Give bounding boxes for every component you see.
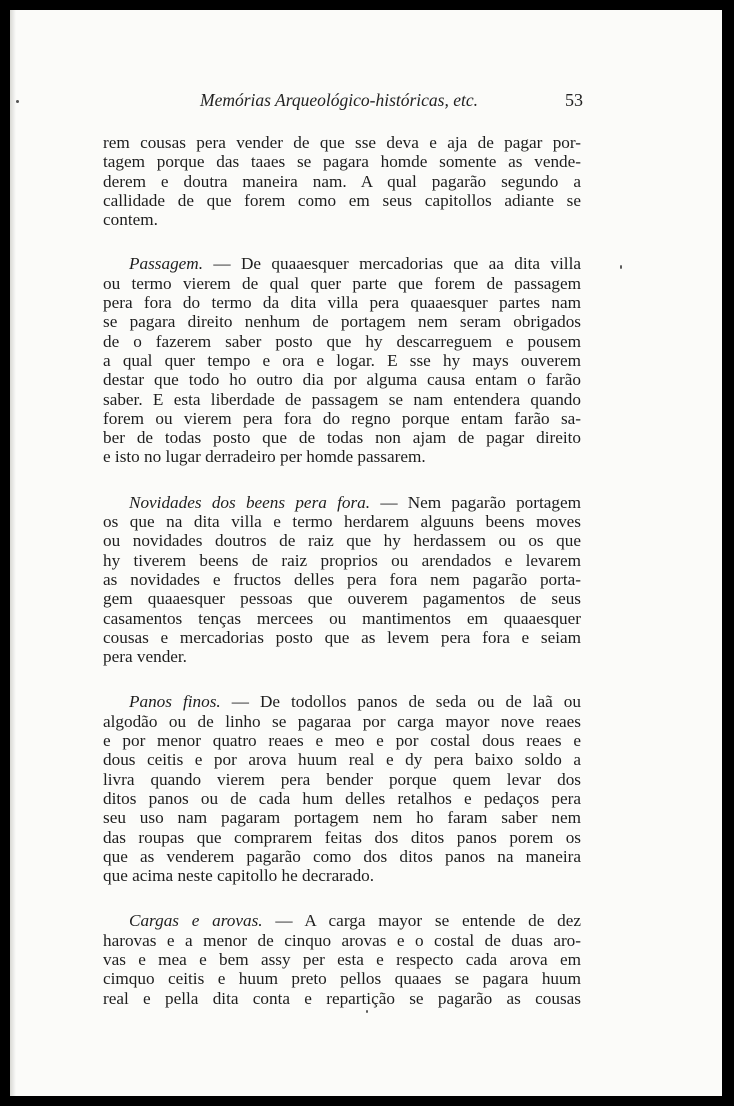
body-text	[103, 133, 581, 1034]
text-line: os que na dita villa e termo herdarem alguuns beens moves	[103, 512, 581, 532]
text-line: callidade de que forem como em seus capitollos adiante se	[103, 190, 581, 210]
scan-speck	[366, 1010, 368, 1013]
section-heading: Novidades dos beens pera fora.	[129, 492, 371, 512]
page-number: 53	[565, 90, 583, 110]
page-edge-shadow	[10, 10, 16, 1096]
running-header	[200, 90, 583, 116]
text-line: pera vender.	[103, 647, 187, 667]
text-line: e isto no lugar derradeiro per homde passarem.	[103, 447, 426, 467]
text-line: as novidades e fructos delles pera fora nem pagarão porta-	[103, 569, 581, 589]
text-line: derem e doutra maneira nam. A qual pagarão segundo a	[103, 171, 581, 191]
scan-speck	[16, 100, 19, 103]
text-line: das roupas que comprarem feitas dos ditos panos porem os	[103, 827, 581, 847]
heading-rest: — De quaaesquer mercadorias que aa dita villa	[203, 254, 581, 274]
paragraph-novidades	[103, 493, 581, 667]
section-heading: Passagem.	[129, 254, 203, 274]
text-line: ou termo vierem de qual quer parte que forem de passagem	[103, 273, 581, 293]
text-line	[103, 911, 581, 930]
text-line: rem cousas pera vender de que sse deva e aja de pagar por-	[103, 133, 581, 152]
text-line: vas e mea e bem assy per esta e respecto cada arova em	[103, 949, 581, 969]
text-line: ou novidades doutros de raiz que hy herdassem ou os que	[103, 531, 581, 551]
text-line: destar que todo ho outro dia por alguma causa entam o farão	[103, 370, 581, 390]
running-title: Memórias Arqueológico-históricas, etc.	[200, 90, 479, 110]
text-line: harovas e a menor de cinquo arovas e o costal de duas aro-	[103, 930, 581, 950]
section-heading: Cargas e arovas.	[129, 911, 263, 931]
text-line: contem.	[103, 210, 158, 230]
text-line: livra quando vierem pera bender porque quem levar dos	[103, 769, 581, 789]
text-line: forem ou vierem pera fora do regno porque entam farão sa-	[103, 408, 581, 428]
text-line: se pagara direito nenhum de portagem nem seram obrigados	[103, 312, 581, 332]
text-line: algodão ou de linho se pagaraa por carga mayor nove reaes	[103, 711, 581, 731]
text-line: saber. E esta liberdade de passagem se nam entendera quando	[103, 389, 581, 409]
text-line: ber de todas posto que de todas non ajam de pagar direito	[103, 428, 581, 448]
text-line: cimquo ceitis e huum preto pellos quaaes se pagara huum	[103, 969, 581, 989]
heading-rest: — De todollos panos de seda ou de laã ou	[220, 692, 581, 712]
text-line: a qual quer tempo e ora e logar. E sse hy mays ouverem	[103, 350, 581, 370]
text-line: casamentos tenças mercees ou mantimentos em quaaesquer	[103, 608, 581, 628]
text-line: real e pella dita conta e repartição se pagarão as cousas	[103, 988, 581, 1008]
text-line	[103, 692, 581, 711]
text-line: hy tiverem beens de raiz proprios ou arendados e levarem	[103, 550, 581, 570]
page-sheet	[10, 10, 722, 1096]
paragraph-panos-finos	[103, 692, 581, 885]
text-line: tagem porque das taaes se pagara homde somente as vende-	[103, 152, 581, 172]
paragraph-passagem	[103, 254, 581, 466]
paragraph-continuation	[103, 133, 581, 229]
text-line: cousas e mercadorias posto que as levem pera fora e seiam	[103, 627, 581, 647]
text-line	[103, 254, 581, 273]
text-line: dous ceitis e por arova huum real e dy pera baixo soldo a	[103, 750, 581, 770]
text-line: e por menor quatro reaes e meo e por costal dous reaes e	[103, 731, 581, 751]
heading-rest: — Nem pagarão portagem	[370, 492, 581, 512]
heading-rest: — A carga mayor se entende de dez	[262, 911, 581, 931]
text-line: seu uso nam pagaram portagem nem ho faram saber nem	[103, 808, 581, 828]
text-line: que as venderem pagarão como dos ditos panos na maneira	[103, 846, 581, 866]
text-line: pera fora do termo da dita villa pera quaaesquer partes nam	[103, 293, 581, 313]
text-line: ditos panos ou de cada hum delles retalhos e pedaços pera	[103, 788, 581, 808]
text-line: que acima neste capitollo he decrarado.	[103, 866, 375, 886]
scan-speck	[620, 265, 622, 269]
paragraph-cargas-arovas	[103, 911, 581, 1007]
text-line	[103, 493, 581, 512]
text-line: gem quaaesquer pessoas que ouverem pagamentos de seus	[103, 589, 581, 609]
section-heading: Panos finos.	[129, 692, 221, 712]
text-line: de o fazerem saber posto que hy descarreguem e pousem	[103, 331, 581, 351]
